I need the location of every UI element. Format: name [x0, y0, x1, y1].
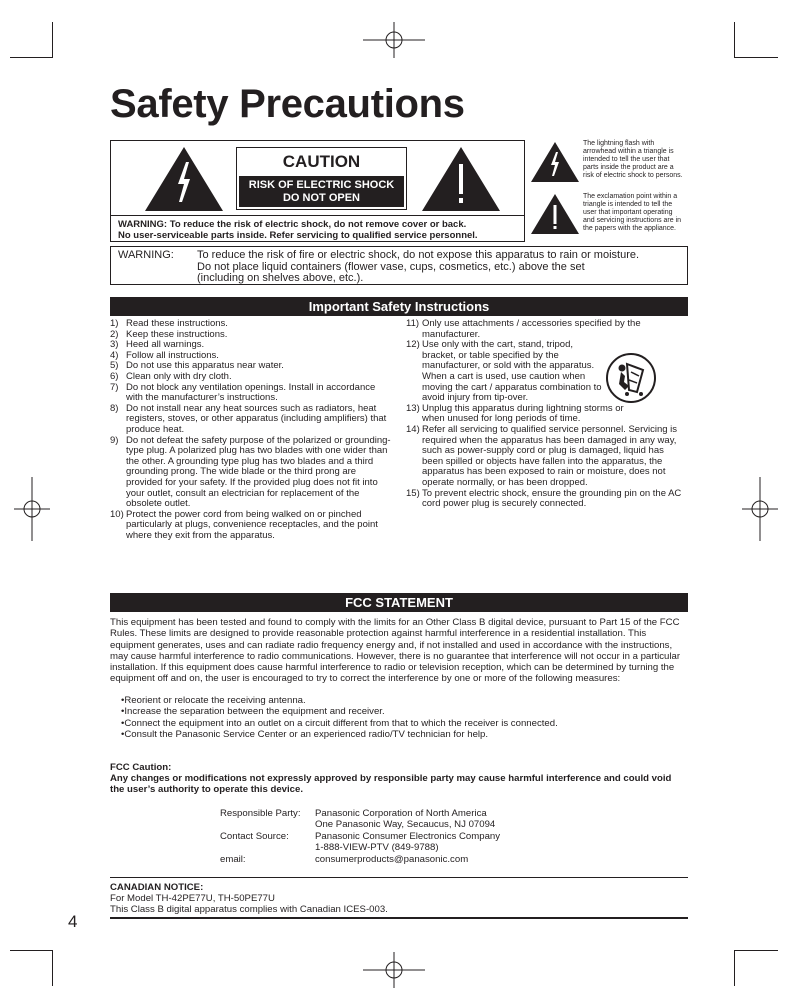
email-value: consumerproducts@panasonic.com	[315, 854, 469, 865]
list-item: 14) Refer all servicing to qualified service personnel. Servicing is required when the apparatus has been damaged in any way, such as power-supply cord or plug is damaged, liquid has been spilled or objects have fallen into the apparatus, the apparatus has been exposed to rain or moisture, does not operate normally, or has been dropped.	[406, 423, 678, 488]
list-item: • Reorient or relocate the receiving antenna.	[121, 695, 681, 706]
fcc-statement-heading: FCC STATEMENT	[110, 593, 688, 612]
warning-text	[197, 250, 677, 285]
list-item: 5) Do not use this apparatus near water.	[110, 360, 284, 372]
important-safety-heading: Important Safety Instructions	[110, 297, 688, 316]
instructions-left-column	[110, 319, 394, 541]
warning-label: WARNING:	[118, 249, 174, 261]
list-item: 11) Only use attachments / accessories specified by the manufacturer.	[406, 318, 641, 340]
list-item: • Increase the separation between the equipment and receiver.	[121, 706, 681, 717]
caution-warning-text	[118, 219, 523, 241]
canadian-models: For Model TH-42PE77U, TH-50PE77U	[110, 893, 275, 904]
warning-box	[110, 246, 688, 285]
canadian-notice-title: CANADIAN NOTICE:	[110, 882, 204, 893]
contact-source-value	[315, 831, 500, 854]
contact-source-line-2: 1-888-VIEW-PTV (849-9788)	[315, 842, 439, 854]
cart-tipover-icon	[605, 352, 657, 404]
registration-mark-left	[14, 477, 50, 541]
list-item: 15) To prevent electric shock, ensure the grounding pin on the AC cord power plug is securely connected.	[406, 487, 682, 510]
list-item: 1) Read these instructions.	[110, 318, 228, 329]
exclamation-symbol-description: The exclamation point within a triangle is intended to tell the user that important operating and servicing instructions are in the papers with the appliance.	[583, 193, 682, 232]
list-item: 7) Do not block any ventilation openings. Install in accordance with the manufacturer’s instructions.	[110, 381, 376, 404]
responsible-party-line-2: One Panasonic Way, Secaucus, NJ 07094	[315, 819, 496, 831]
exclamation-symbol-icon	[530, 193, 580, 235]
lightning-symbol-icon	[530, 141, 580, 183]
exclamation-warning-icon	[421, 146, 501, 212]
risk-notice	[239, 176, 404, 207]
warning-line-3: (including on shelves above, etc.).	[197, 272, 364, 284]
caution-label-box	[236, 147, 407, 210]
registration-mark-top	[363, 22, 425, 58]
fcc-measures-list	[121, 695, 681, 740]
risk-line-1: RISK OF ELECTRIC SHOCK	[248, 179, 395, 191]
list-item: 4) Follow all instructions.	[110, 349, 219, 361]
fcc-caution-title: FCC Caution:	[110, 762, 172, 773]
list-item: • Connect the equipment into an outlet on a circuit different from that to which the receiver is connected.	[121, 718, 681, 729]
fcc-caution-text: Any changes or modifications not expressly approved by responsible party may cause harmful interference and could void the user’s authority to operate this device.	[110, 773, 672, 796]
email-label: email:	[220, 854, 246, 865]
responsible-party-value	[315, 808, 495, 831]
responsible-party-label: Responsible Party:	[220, 808, 301, 819]
caution-box	[110, 140, 525, 242]
fcc-body: This equipment has been tested and found to comply with the limits for an Other Class B digital device, pursuant to Part 15 of the FCC Rules. These limits are designed to provide reasonable protection against harmful interference in a residential installation. This equipment generates, uses and can radiate radio frequency energy and, if not installed and used in accordance with the instructions, may cause harmful interference to radio communications. However, there is no guarantee that interference will not occur in a particular installation. If this equipment does cause harmful interference to radio or television reception, which can be determined by turning the equipment off and on, the user is encouraged to try to correct the interference by one or more of the following measures:	[110, 617, 681, 685]
list-item: 8) Do not install near any heat sources such as radiators, heat registers, stoves, or other apparatus (including amplifiers) that produce heat.	[110, 402, 387, 435]
list-item: 10) Protect the power cord from being walked on or pinched particularly at plugs, convenience receptacles, and the point where they exit from the apparatus.	[110, 508, 378, 541]
list-item: 6) Clean only with dry cloth.	[110, 370, 232, 382]
caution-warning-line-1: WARNING: To reduce the risk of electric shock, do not remove cover or back.	[118, 219, 467, 230]
list-item: 3) Heed all warnings.	[110, 339, 205, 351]
list-item: 12) Use only with the cart, stand, tripod, bracket, or table specified by the manufacturer, or sold with the apparatus. When a cart is used, use caution when moving the cart / apparatus combination to avoid injury from tip-over.	[406, 339, 602, 404]
list-item: 13) Unplug this apparatus during lightning storms or when unused for long periods of time.	[406, 402, 624, 425]
canadian-top-rule	[110, 877, 688, 878]
list-item: • Consult the Panasonic Service Center or an experienced radio/TV technician for help.	[121, 729, 681, 740]
responsible-party-line-1: Panasonic Corporation of North America	[315, 808, 487, 819]
risk-line-2: DO NOT OPEN	[282, 192, 360, 204]
warning-line-2: Do not place liquid containers (flower vase, cups, cosmetics, etc.) above the set	[197, 260, 585, 273]
caution-divider	[111, 215, 524, 216]
canadian-compliance: This Class B digital apparatus complies with Canadian ICES-003.	[110, 904, 388, 915]
contact-source-label: Contact Source:	[220, 831, 289, 842]
caution-warning-line-2: No user-serviceable parts inside. Refer servicing to qualified service personnel.	[118, 230, 478, 241]
registration-mark-bottom	[363, 952, 425, 988]
page-number: 4	[68, 912, 78, 931]
instructions-right-column	[406, 319, 682, 510]
contact-source-line-1: Panasonic Consumer Electronics Company	[315, 831, 501, 842]
caution-heading: CAUTION	[282, 152, 361, 171]
list-item: 2) Keep these instructions.	[110, 328, 228, 340]
list-item: 9) Do not defeat the safety purpose of the polarized or grounding-type plug. A polarized plug has two blades with one wider than the other. A grounding type plug has two blades and a third grounding prong. The wide blade or the third prong are provided for your safety. If the provided plug does not fit into your outlet, consult an electrician for replacement of the obsolete outlet.	[110, 434, 391, 510]
registration-mark-right	[742, 477, 778, 541]
lightning-symbol-description: The lightning flash with arrowhead within a triangle is intended to tell the user that parts inside the product are a risk of electric shock to persons.	[583, 140, 683, 179]
lightning-warning-icon	[144, 146, 224, 212]
page-title: Safety Precautions	[110, 82, 465, 126]
canadian-bottom-rule	[110, 917, 688, 919]
warning-line-1: To reduce the risk of fire or electric shock, do not expose this apparatus to rain or moisture.	[197, 249, 640, 261]
